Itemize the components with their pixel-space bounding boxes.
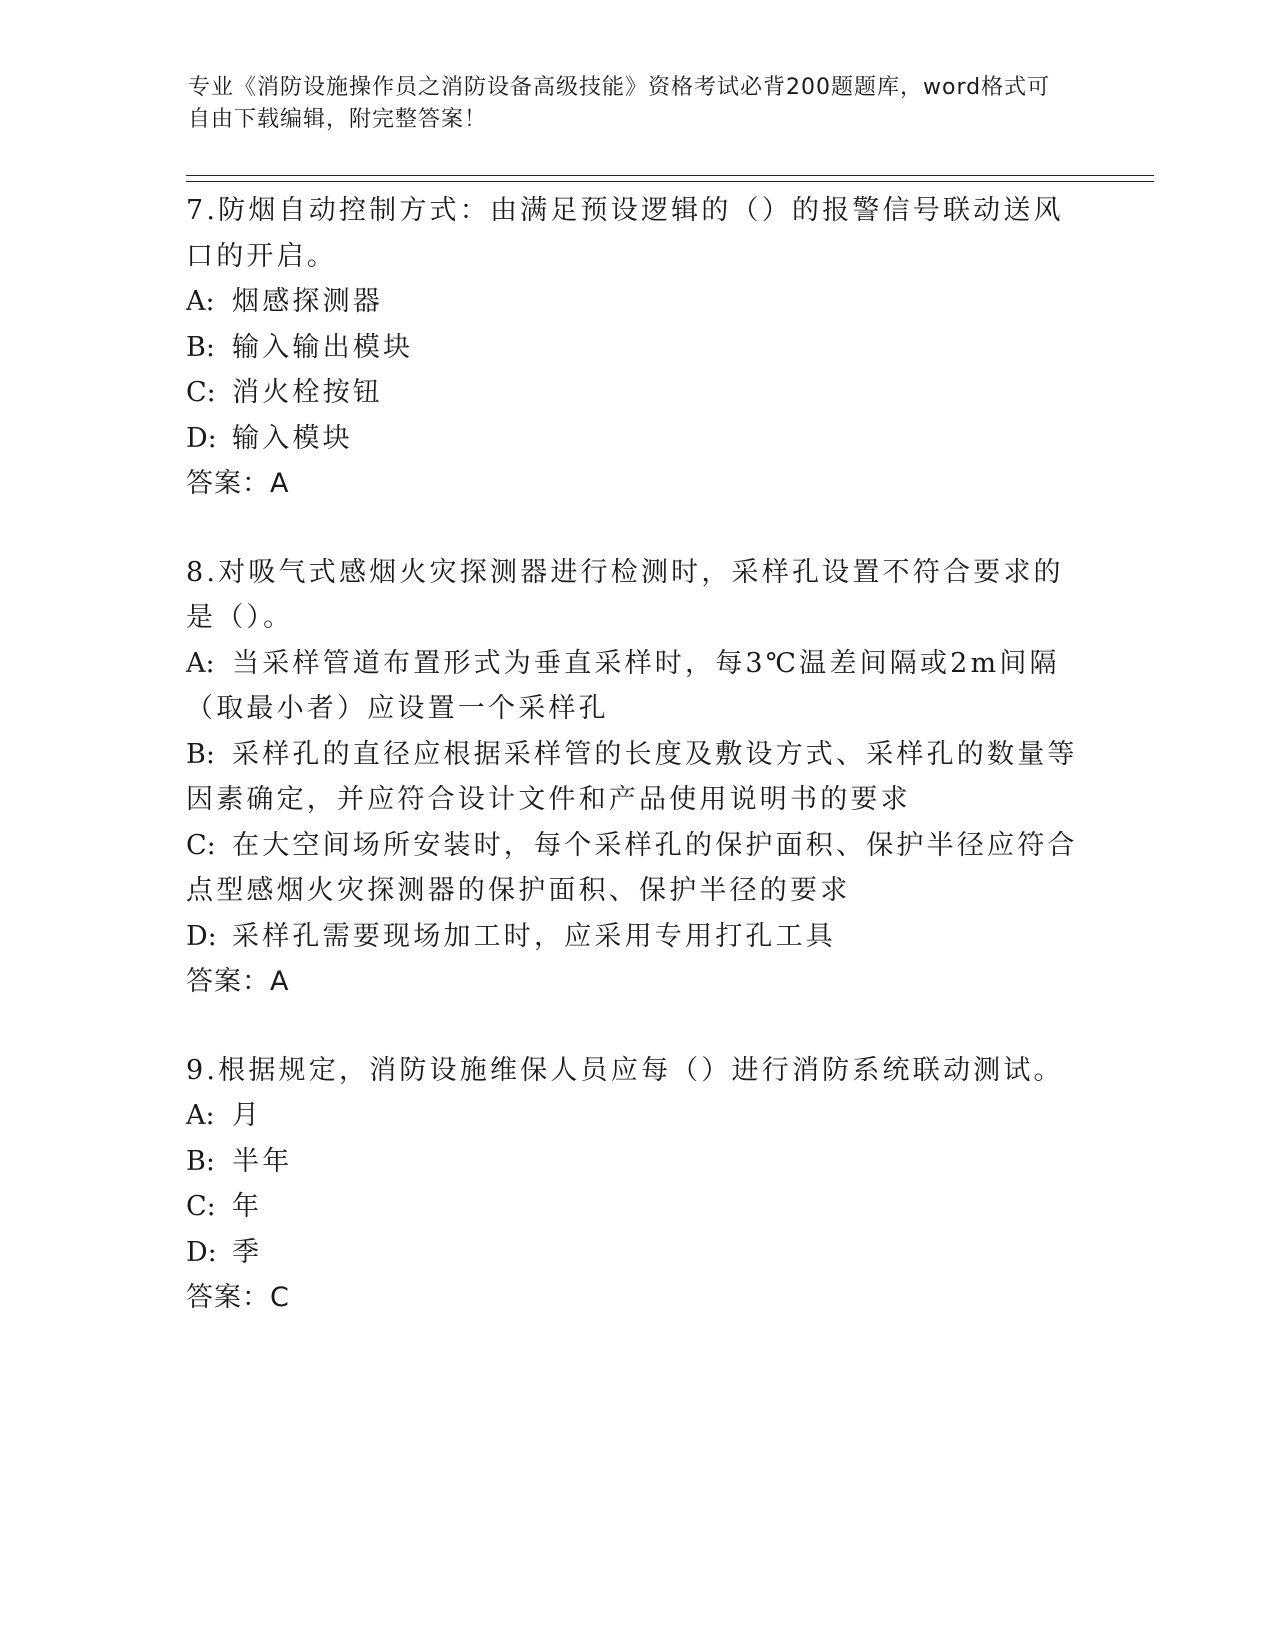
option-d	[186, 1230, 1086, 1276]
option-letter: A:	[186, 647, 215, 679]
option-b	[186, 1139, 1086, 1185]
option-text: 季	[232, 1236, 263, 1268]
question-stem: 8.对吸气式感烟火灾探测器进行检测时，采样孔设置不符合要求的是（）。	[186, 556, 1064, 633]
option-letter: B:	[186, 331, 215, 363]
question-7	[186, 188, 1086, 507]
option-letter: B:	[186, 738, 215, 770]
option-text: 输入输出模块	[232, 331, 414, 363]
question-stem: 7.防烟自动控制方式：由满足预设逻辑的（）的报警信号联动送风口的开启。	[186, 195, 1064, 272]
option-letter: D:	[186, 1236, 217, 1268]
option-letter: B:	[186, 1145, 215, 1177]
answer: 答案：C	[186, 1282, 290, 1313]
option-c	[186, 823, 1086, 914]
option-d	[186, 416, 1086, 462]
option-c	[186, 370, 1086, 416]
option-d	[186, 914, 1086, 960]
header-divider-bottom	[186, 181, 1154, 182]
option-text: 在大空间场所安装时，每个采样孔的保护面积、保护半径应符合点型感烟火灾探测器的保护面积、保护半径的要求	[186, 829, 1078, 906]
option-letter: A:	[186, 286, 215, 317]
question-list	[186, 188, 1086, 1364]
option-a	[186, 641, 1086, 732]
option-letter: C:	[186, 1191, 216, 1222]
option-letter: C:	[186, 377, 216, 408]
option-text: 消火栓按钮	[232, 377, 383, 408]
option-b	[186, 325, 1086, 371]
option-text: 月	[232, 1100, 263, 1131]
option-letter: D:	[186, 920, 217, 952]
option-letter: A:	[186, 1100, 215, 1131]
option-letter: C:	[186, 829, 216, 861]
option-text: 采样孔需要现场加工时，应采用专用打孔工具	[232, 920, 836, 952]
option-text: 输入模块	[232, 422, 353, 454]
option-text: 当采样管道布置形式为垂直采样时，每3℃温差间隔或2m间隔（取最小者）应设置一个采样孔	[186, 647, 1060, 724]
option-text: 采样孔的直径应根据采样管的长度及敷设方式、采样孔的数量等因素确定，并应符合设计文件和产品使用说明书的要求	[186, 738, 1078, 815]
question-9	[186, 1048, 1086, 1321]
option-b	[186, 732, 1086, 823]
question-stem: 9.根据规定，消防设施维保人员应每（）进行消防系统联动测试。	[186, 1054, 1064, 1086]
answer: 答案：A	[186, 966, 290, 997]
option-c	[186, 1184, 1086, 1230]
answer: 答案：A	[186, 468, 290, 499]
option-text: 年	[232, 1191, 263, 1222]
option-a	[186, 1093, 1086, 1139]
option-a	[186, 279, 1086, 325]
option-text: 烟感探测器	[232, 286, 383, 317]
header-divider-top	[186, 175, 1154, 176]
question-8	[186, 550, 1086, 1005]
option-letter: D:	[186, 422, 217, 454]
document-header: 专业《消防设施操作员之消防设备高级技能》资格考试必背200题题库，word格式可自由下载编辑，附完整答案！	[188, 75, 1051, 132]
option-text: 半年	[232, 1145, 293, 1177]
